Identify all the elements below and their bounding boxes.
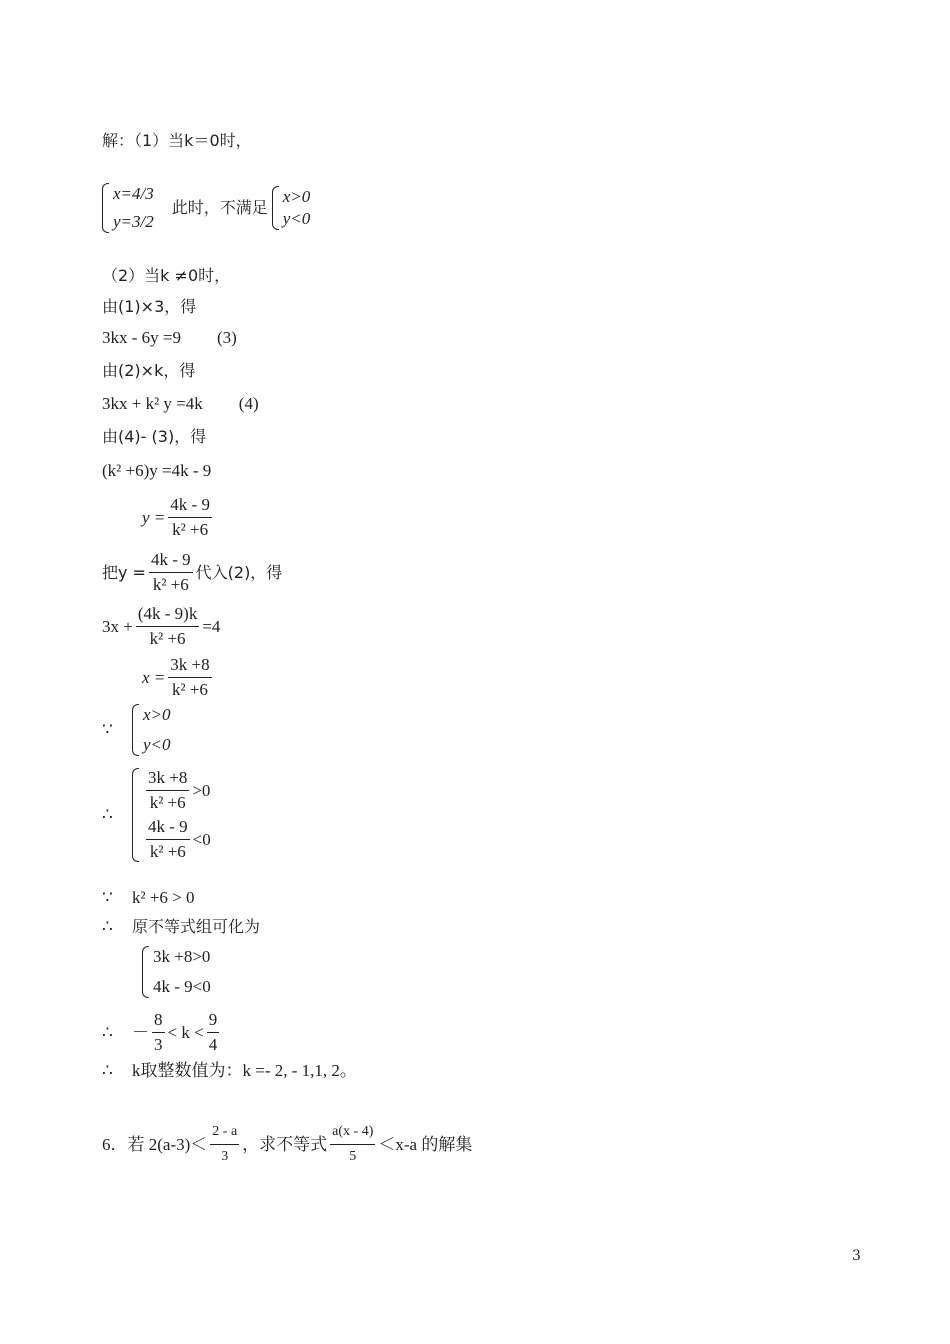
step-subtract: 由(4)- (3)，得 (102, 427, 207, 446)
therefore-system: ∴ $\frac{3k +8}{\text{k² +6}}$ >0 $\frac{4k - 9}{\text{k² +6}}$ <0 (102, 768, 211, 861)
reduce-system-note: ∴ 原不等式组可化为 (102, 917, 261, 936)
page-number: 3 (852, 1248, 861, 1264)
x-equation: 3x + $\frac{(4k - 9)k}{\text{k² +6}}$ =4 (102, 604, 221, 648)
x-solution: x = $\frac{3k +8}{\text{k² +6}}$ (142, 655, 210, 699)
solution-start: 解：（1）当k＝0时， (102, 131, 252, 150)
reduced-system: 3k +8>0 4k - 9<0 (142, 946, 211, 998)
because-system: ∵ x>0 y<0 (102, 705, 171, 754)
question-6: 6．若 2(a-3)＜ $\frac{2 - a}{3}$ ，求不等式 $\frac{a(x - 4)}{5}$ ＜x-a 的解集 (102, 1124, 473, 1164)
k-range: ∴ － $\frac{8}{3}$ < k < $\frac{9}{4}$ (102, 1010, 218, 1054)
case-k0-system: x=4/3 y=3/2 此时，不满足 x>0 y<0 (102, 158, 310, 258)
equation-3: 3kx - 6y =9 (3) (102, 328, 237, 347)
step-multiply-3: 由(1)×3，得 (102, 297, 197, 316)
equation-y-coef: (k² +6)y =4k - 9 (102, 461, 212, 480)
step-multiply-k: 由(2)×k，得 (102, 361, 196, 380)
equation-4: 3kx + k² y =4k (4) (102, 394, 259, 413)
k-squared-positive: ∵ k² +6 > 0 (102, 888, 195, 907)
integer-values: ∴ k取整数值为：k =- 2, - 1,1, 2。 (102, 1061, 357, 1080)
case-k-nonzero: （2）当k ≠0时， (102, 266, 231, 285)
substitute-step: 把y = $\frac{4k - 9}{\text{k² +6}}$ 代入(2)，得 (102, 550, 283, 594)
y-solution: y = $\frac{4k - 9}{\text{k² +6}}$ (142, 495, 210, 539)
